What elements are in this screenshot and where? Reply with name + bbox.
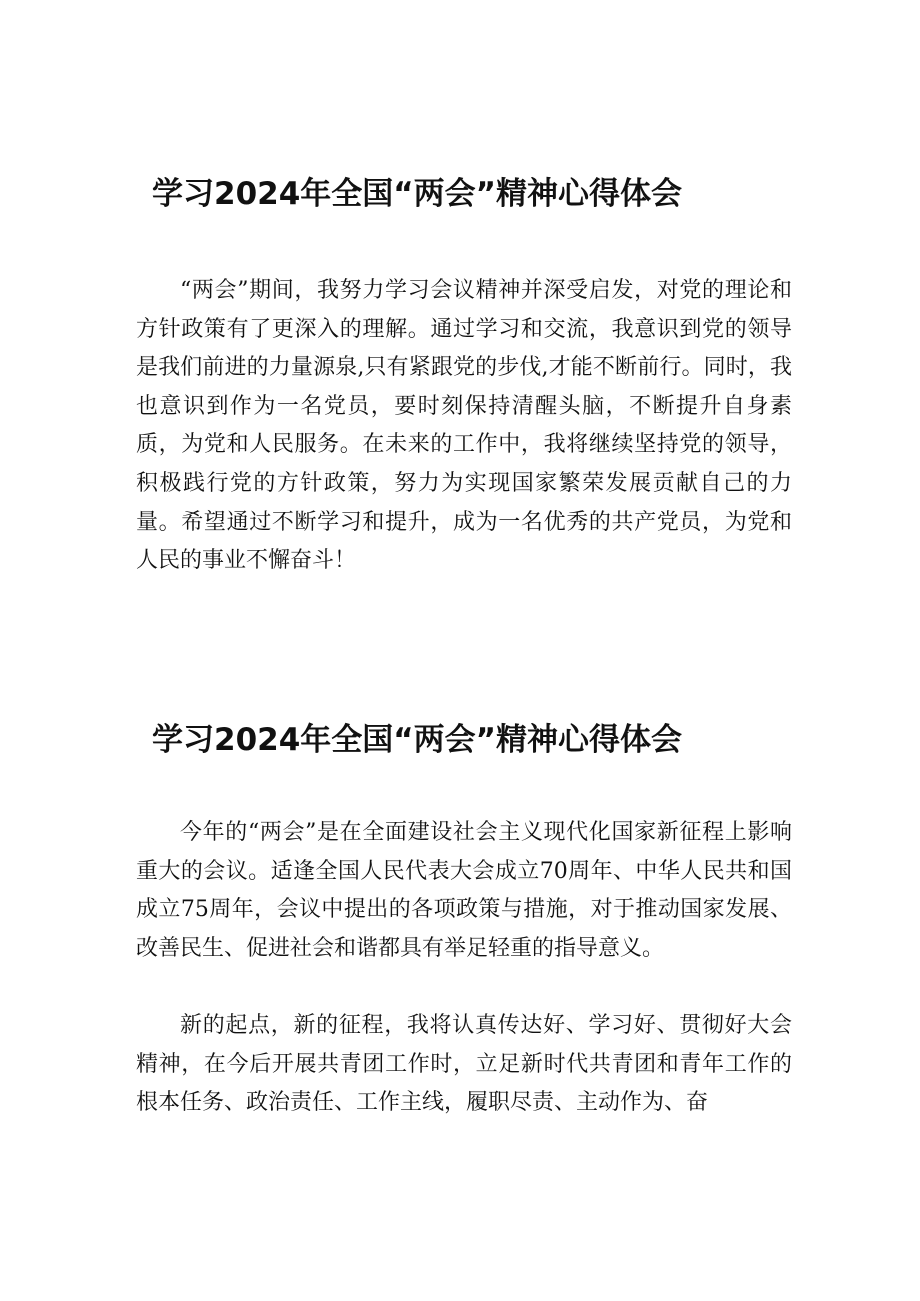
section-2-paragraph-1: 今年的“两会”是在全面建设社会主义现代化国家新征程上影响重大的会议。适逢全国人民代表大会成立70周年、中华人民共和国成立75周年，会议中提出的各项政策与措施，对于推动国家发展、改善民生、促进社会和谐都具有举足轻重的指导意义。 xyxy=(136,820,792,961)
section-2-paragraph-2: 新的起点，新的征程，我将认真传达好、学习好、贯彻好大会精神，在今后开展共青团工作时，立足新时代共青团和青年工作的根本任务、政治责任、工作主线，履职尽责、主动作为、奋 xyxy=(136,1013,792,1116)
section-1-title: 学习2024年全国“两会”精神心得体会 xyxy=(152,176,683,212)
section-1-paragraph-1: “两会”期间，我努力学习会议精神并深受启发，对党的理论和方针政策有了更深入的理解。通过学习和交流，我意识到党的领导是我们前进的力量源泉,只有紧跟党的步伐,才能不断前行。同时，我也意识到作为一名党员，要时刻保持清醒头脑，不断提升自身素质，为党和人民服务。在未来的工作中，我将继续坚持党的领导，积极践行党的方针政策，努力为实现国家繁荣发展贡献自己的力量。希望通过不断学习和提升，成为一名优秀的共产党员，为党和人民的事业不懈奋斗！ xyxy=(136,278,792,574)
section-2-title: 学习2024年全国“两会”精神心得体会 xyxy=(152,722,683,758)
